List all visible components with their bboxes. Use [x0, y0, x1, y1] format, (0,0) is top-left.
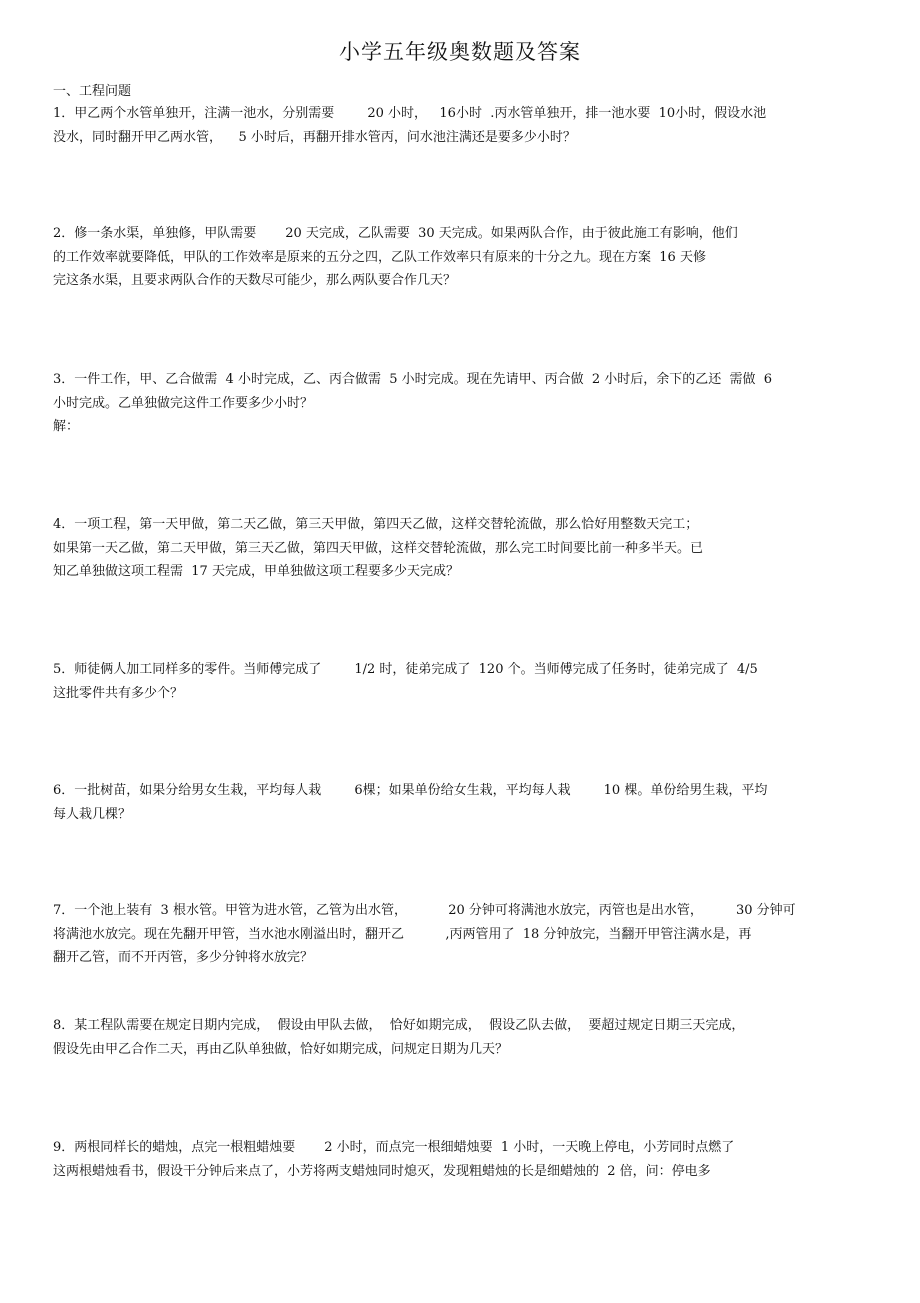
question-line: 小时完成。乙单独做完这件工作要多少小时？	[53, 395, 314, 411]
question-line: 5．师徒俩人加工同样多的零件。当师傅完成了 1/2 时，徒弟完成了 120 个。当师傅完成了任务时，徒弟完成了 4/5	[53, 662, 758, 677]
question-line: 将满池水放完。现在先翻开甲管，当水池水刚溢出时，翻开乙 ,丙两管用了 18 分钟放完，当翻开甲管注满水是，再	[53, 926, 752, 942]
question-8	[53, 1014, 863, 1061]
question-line: 的工作效率就要降低，甲队的工作效率是原来的五分之四，乙队工作效率只有原来的十分之九。现在方案 16 天修	[53, 249, 706, 265]
question-line: 3．一件工作，甲、乙合做需 4 小时完成，乙、丙合做需 5 小时完成。现在先请甲、丙合做 2 小时后，余下的乙还 需做 6	[53, 372, 773, 387]
question-1	[53, 102, 863, 149]
question-6	[53, 779, 863, 826]
question-line: 翻开乙管，而不开丙管，多少分钟将水放完？	[53, 950, 314, 965]
question-line: 7．一个池上装有 3 根水管。甲管为进水管，乙管为出水管， 20 分钟可将满池水放完，丙管也是出水管， 30 分钟可	[53, 903, 796, 918]
question-7	[53, 899, 863, 970]
question-line: 知乙单独做这项工程需 17 天完成，甲单独做这项工程要多少天完成？	[53, 564, 459, 579]
question-line: 没水，同时翻开甲乙两水管， 5 小时后，再翻开排水管丙，问水池注满还是要多少小时？	[53, 129, 576, 145]
question-5	[53, 658, 863, 705]
question-line: 这两根蜡烛看书，假设干分钟后来点了，小芳将两支蜡烛同时熄灭，发现粗蜡烛的长是细蜡烛的 2 倍，问：停电多	[53, 1163, 711, 1179]
question-line: 如果第一天乙做，第二天甲做，第三天乙做，第四天甲做，这样交替轮流做，那么完工时间要比前一种多半天。已	[53, 540, 704, 556]
question-line: 8．某工程队需要在规定日期内完成， 假设由甲队去做， 恰好如期完成， 假设乙队去做， 要超过规定日期三天完成，	[53, 1018, 745, 1033]
answer-label: 解：	[53, 419, 80, 434]
question-line: 假设先由甲乙合作二天，再由乙队单独做，恰好如期完成，问规定日期为几天？	[53, 1041, 509, 1057]
question-3	[53, 368, 863, 439]
question-line: 6．一批树苗，如果分给男女生栽，平均每人栽 6棵；如果单份给女生栽，平均每人栽 10 棵。单份给男生栽，平均	[53, 783, 768, 798]
question-line: 完这条水渠，且要求两队合作的天数尽可能少，那么两队要合作几天？	[53, 273, 457, 288]
question-line: 每人栽几棵？	[53, 806, 132, 822]
question-2	[53, 222, 863, 293]
question-line: 9．两根同样长的蜡烛，点完一根粗蜡烛要 2 小时，而点完一根细蜡烛要 1 小时，一天晚上停电，小芳同时点燃了	[53, 1140, 735, 1155]
section-heading: 一、工程问题	[53, 84, 132, 99]
question-line: 4．一项工程，第一天甲做，第二天乙做，第三天甲做，第四天乙做，这样交替轮流做，那么恰好用整数天完工；	[53, 517, 699, 532]
question-4	[53, 513, 863, 584]
page-title: 小学五年级奥数题及答案	[339, 40, 581, 64]
question-line: 这批零件共有多少个？	[53, 685, 184, 701]
question-line: 1．甲乙两个水管单独开，注满一池水，分别需要 20 小时， 16小时 .丙水管单独开，排一池水要 10小时，假设水池	[53, 106, 767, 121]
question-9	[53, 1136, 863, 1183]
question-line: 2．修一条水渠，单独修，甲队需要 20 天完成，乙队需要 30 天完成。如果两队合作，由于彼此施工有影响，他们	[53, 226, 738, 241]
